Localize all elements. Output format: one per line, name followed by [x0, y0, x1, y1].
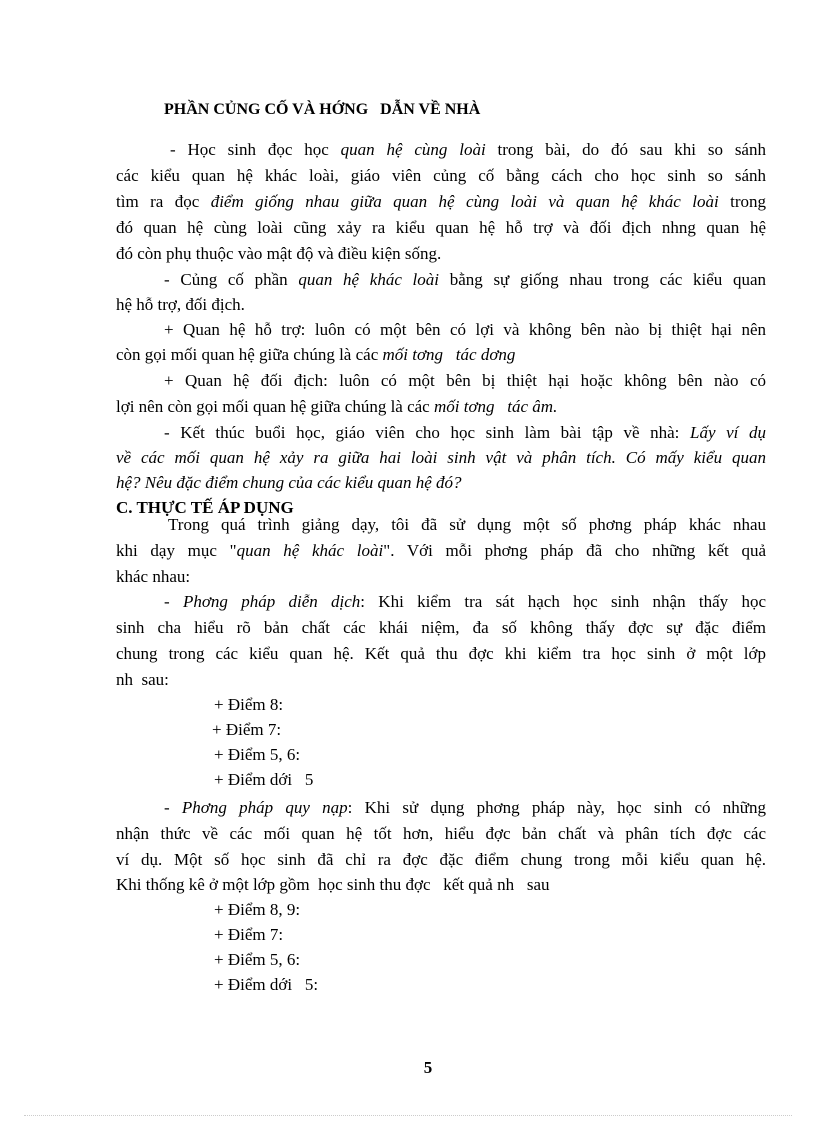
italic-text: Phơng pháp quy nạp — [181, 798, 348, 817]
paragraph-line — [116, 191, 766, 213]
italic-text: về các mối quan hệ xảy ra giữa hai loài sinh vật và phân tích. Có mấy kiểu quan — [116, 448, 766, 467]
italic-text: mối tơng tác âm. — [433, 397, 558, 416]
paragraph-line — [116, 447, 766, 469]
paragraph-line: đó còn phụ thuộc vào mật độ và điều kiện sống. — [116, 244, 442, 263]
italic-text: Lấy ví dụ — [690, 423, 766, 442]
text: bằng sự giống nhau trong các kiểu quan — [439, 270, 767, 289]
page-number: 5 — [423, 1058, 433, 1077]
paragraph-line: nhận thức về các mối quan hệ tốt hơn, hiểu đợc bản chất và phân tích đợc các — [116, 824, 766, 843]
text: lợi nên còn gọi mối quan hệ giữa chúng là các — [116, 397, 434, 416]
paragraph-line — [170, 139, 766, 161]
list-item: + Điểm dới 5 — [214, 770, 314, 789]
paragraph-line — [116, 540, 766, 562]
text: khi dạy mục " — [116, 541, 237, 560]
text: - Củng cố phần — [164, 270, 299, 289]
paragraph-line — [164, 422, 766, 444]
list-item: + Điểm dới 5: — [214, 975, 319, 994]
text: - Học sinh đọc học — [170, 140, 341, 159]
list-item: + Điểm 7: — [214, 925, 284, 944]
text: - — [164, 592, 183, 611]
text: : Khi sử dụng phơng pháp này, học sinh có những — [347, 798, 766, 817]
text: - — [164, 798, 182, 817]
italic-text: hệ? Nêu đặc điểm chung của các kiểu quan hệ đó? — [116, 473, 462, 492]
section-heading: PHẦN CỦNG CỐ VÀ HỚNG DẪN VỀ NHÀ — [164, 101, 481, 118]
italic-text: Phơng pháp diễn dịch — [182, 592, 361, 611]
page-bottom-divider — [24, 1115, 792, 1116]
italic-text: điểm giống nhau giữa quan hệ cùng loài và quan hệ khác loài — [210, 192, 719, 211]
text: tìm ra đọc — [116, 192, 211, 211]
paragraph-line: khác nhau: — [116, 567, 191, 586]
paragraph-line: sinh cha hiểu rõ bản chất các khái niệm, đa số không thấy đợc sự đặc điểm — [116, 618, 766, 637]
paragraph-line: Trong quá trình giảng dạy, tôi đã sử dụng một số phơng pháp khác nhau — [168, 515, 766, 534]
paragraph-line — [164, 591, 766, 613]
italic-text: quan hệ khác loài — [236, 541, 384, 560]
paragraph-line: ví dụ. Một số học sinh đã chỉ ra đợc đặc điểm chung trong mỗi kiểu quan hệ. — [116, 850, 766, 869]
list-item: + Điểm 5, 6: — [214, 745, 301, 764]
paragraph-line: nh sau: — [116, 670, 169, 689]
paragraph-line — [164, 269, 766, 291]
paragraph-line: + Quan hệ hỗ trợ: luôn có một bên có lợi và không bên nào bị thiệt hại nên — [164, 320, 766, 339]
paragraph-line — [116, 344, 515, 366]
paragraph-line: các kiểu quan hệ khác loài, giáo viên củng cố bằng cách cho học sinh so sánh — [116, 166, 766, 185]
paragraph-line — [116, 472, 462, 494]
text: ". Với mỗi phơng pháp đã cho những kết quả — [383, 541, 766, 560]
list-item: + Điểm 8: — [214, 695, 284, 714]
paragraph-line: đó quan hệ cùng loài cũng xảy ra kiểu quan hệ hỗ trợ và đối địch nhng quan hệ — [116, 218, 766, 237]
italic-text: quan hệ khác loài — [298, 270, 440, 289]
list-item: + Điểm 5, 6: — [214, 950, 301, 969]
paragraph-line — [164, 797, 766, 819]
section-title: C. THỰC TẾ ÁP DỤNG — [116, 498, 294, 517]
text: : Khi kiểm tra sát hạch học sinh nhận thấy học — [360, 592, 766, 611]
list-item: + Điểm 8, 9: — [214, 900, 301, 919]
paragraph-line: + Quan hệ đối địch: luôn có một bên bị thiệt hại hoặc không bên nào có — [164, 371, 766, 390]
text: trong bài, do đó sau khi so sánh — [485, 140, 766, 159]
italic-text: mối tơng tác dơng — [382, 345, 516, 364]
italic-text: quan hệ cùng loài — [340, 140, 486, 159]
paragraph-line — [116, 396, 557, 418]
list-item: + Điểm 7: — [212, 720, 282, 739]
paragraph-line: Khi thống kê ở một lớp gồm học sinh thu đợc kết quả nh sau — [116, 875, 550, 894]
text: trong — [718, 192, 766, 211]
text: - Kết thúc buổi học, giáo viên cho học sinh làm bài tập về nhà: — [164, 423, 690, 442]
paragraph-line: chung trong các kiểu quan hệ. Kết quả thu đợc khi kiểm tra học sinh ở một lớp — [116, 644, 766, 663]
paragraph-line: hệ hỗ trợ, đối địch. — [116, 295, 245, 314]
text: còn gọi mối quan hệ giữa chúng là các — [116, 345, 383, 364]
